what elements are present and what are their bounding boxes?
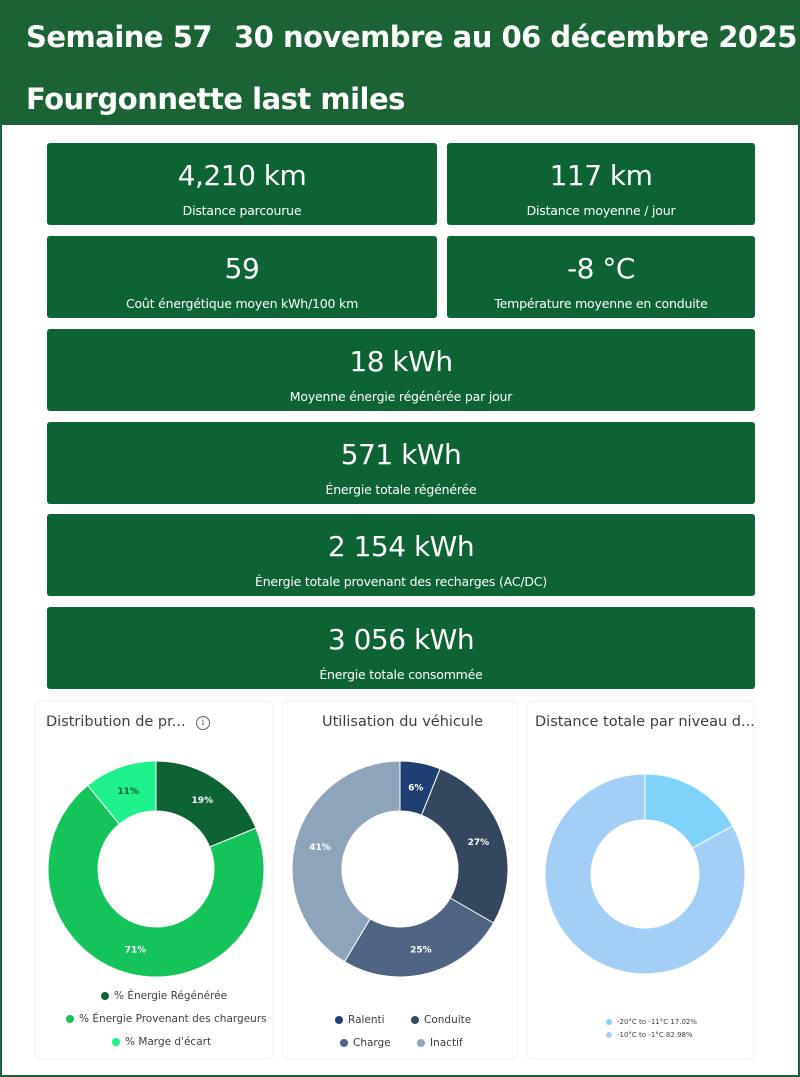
legend-item — [340, 1037, 391, 1049]
chart-panel-distance-by-temp — [528, 702, 753, 1058]
date-range: 30 novembre au 06 décembre 2025 — [234, 20, 797, 54]
legend-swatch — [417, 1039, 425, 1047]
legend-swatch — [411, 1016, 419, 1024]
kpi-value: 4,210 km — [177, 159, 307, 192]
legend-label: % Énergie Provenant des chargeurs — [79, 1013, 267, 1025]
kpi-label: Coût énergétique moyen kWh/100 km — [125, 296, 359, 311]
donut-chart — [283, 752, 517, 1022]
legend-swatch — [606, 1032, 612, 1038]
chart-title: Utilisation du véhicule — [322, 714, 484, 730]
chart-title: Distance totale par niveau d... — [535, 714, 755, 730]
slice-label: 71% — [124, 945, 147, 956]
kpi-card-distance — [47, 143, 437, 225]
legend-label: Ralenti — [348, 1014, 385, 1026]
donut-slice[interactable] — [422, 769, 508, 923]
donut-slice[interactable] — [345, 898, 494, 977]
kpi-card-consumed-total — [47, 607, 755, 689]
chart-panel-vehicle-usage — [283, 702, 517, 1058]
legend-label: Charge — [353, 1037, 391, 1049]
vehicle-title: Fourgonnette last miles — [26, 82, 405, 116]
legend-item — [606, 1031, 693, 1039]
slice-label: 27% — [467, 837, 490, 848]
slice-label: 6% — [408, 783, 424, 794]
legend-swatch — [112, 1038, 120, 1046]
legend-label: -20°C to -11°C 17.02% — [617, 1018, 698, 1026]
legend-item — [101, 990, 227, 1002]
kpi-card-regen-total — [47, 422, 755, 504]
kpi-label: Température moyenne en conduite — [494, 296, 708, 311]
kpi-card-energy-cost — [47, 236, 437, 318]
kpi-label: Énergie totale consommée — [319, 667, 483, 682]
legend-label: Inactif — [430, 1037, 463, 1049]
legend-label: Conduite — [424, 1014, 472, 1026]
kpi-value: 2 154 kWh — [327, 530, 475, 563]
legend-item — [112, 1036, 211, 1048]
kpi-card-avg-distance — [447, 143, 755, 225]
kpi-label: Moyenne énergie régénérée par jour — [289, 389, 513, 404]
report-header — [0, 0, 800, 125]
legend-swatch — [66, 1015, 74, 1023]
kpi-value: 117 km — [549, 159, 653, 192]
legend-swatch — [101, 992, 109, 1000]
info-icon[interactable]: i — [196, 716, 210, 730]
legend-swatch — [340, 1039, 348, 1047]
donut-chart — [36, 752, 272, 1022]
legend-label: % Énergie Régénérée — [114, 990, 228, 1002]
legend-item — [335, 1014, 385, 1026]
legend-swatch — [335, 1016, 343, 1024]
kpi-value: 59 — [224, 252, 260, 285]
chart-title: Distribution de pr... — [46, 714, 186, 730]
legend-item — [411, 1014, 471, 1026]
kpi-card-charge-total — [47, 514, 755, 596]
kpi-card-regen-per-day — [47, 329, 755, 411]
slice-label: 11% — [117, 786, 139, 797]
kpi-value: 18 kWh — [349, 345, 453, 378]
kpi-value: 571 kWh — [340, 438, 462, 471]
legend-swatch — [606, 1019, 612, 1025]
kpi-value: 3 056 kWh — [327, 623, 475, 656]
kpi-label: Énergie totale provenant des recharges (AC/DC) — [255, 574, 547, 589]
slice-label: 25% — [410, 945, 432, 956]
legend-item — [606, 1018, 697, 1026]
legend-label: -10°C to -1°C 82.98% — [617, 1031, 693, 1039]
kpi-label: Énergie totale régénérée — [325, 482, 477, 497]
kpi-label: Distance parcourue — [182, 203, 302, 218]
legend-item — [66, 1013, 267, 1025]
week-number: Semaine 57 — [26, 20, 213, 54]
donut-chart — [528, 752, 753, 1022]
legend-item — [417, 1037, 463, 1049]
legend-label: % Marge d'écart — [125, 1036, 212, 1048]
chart-panel-energy-distribution — [36, 702, 272, 1058]
slice-label: 19% — [191, 796, 214, 807]
kpi-value: -8 °C — [567, 252, 635, 285]
kpi-card-temperature — [447, 236, 755, 318]
slice-label: 41% — [309, 842, 331, 853]
kpi-label: Distance moyenne / jour — [526, 203, 676, 218]
